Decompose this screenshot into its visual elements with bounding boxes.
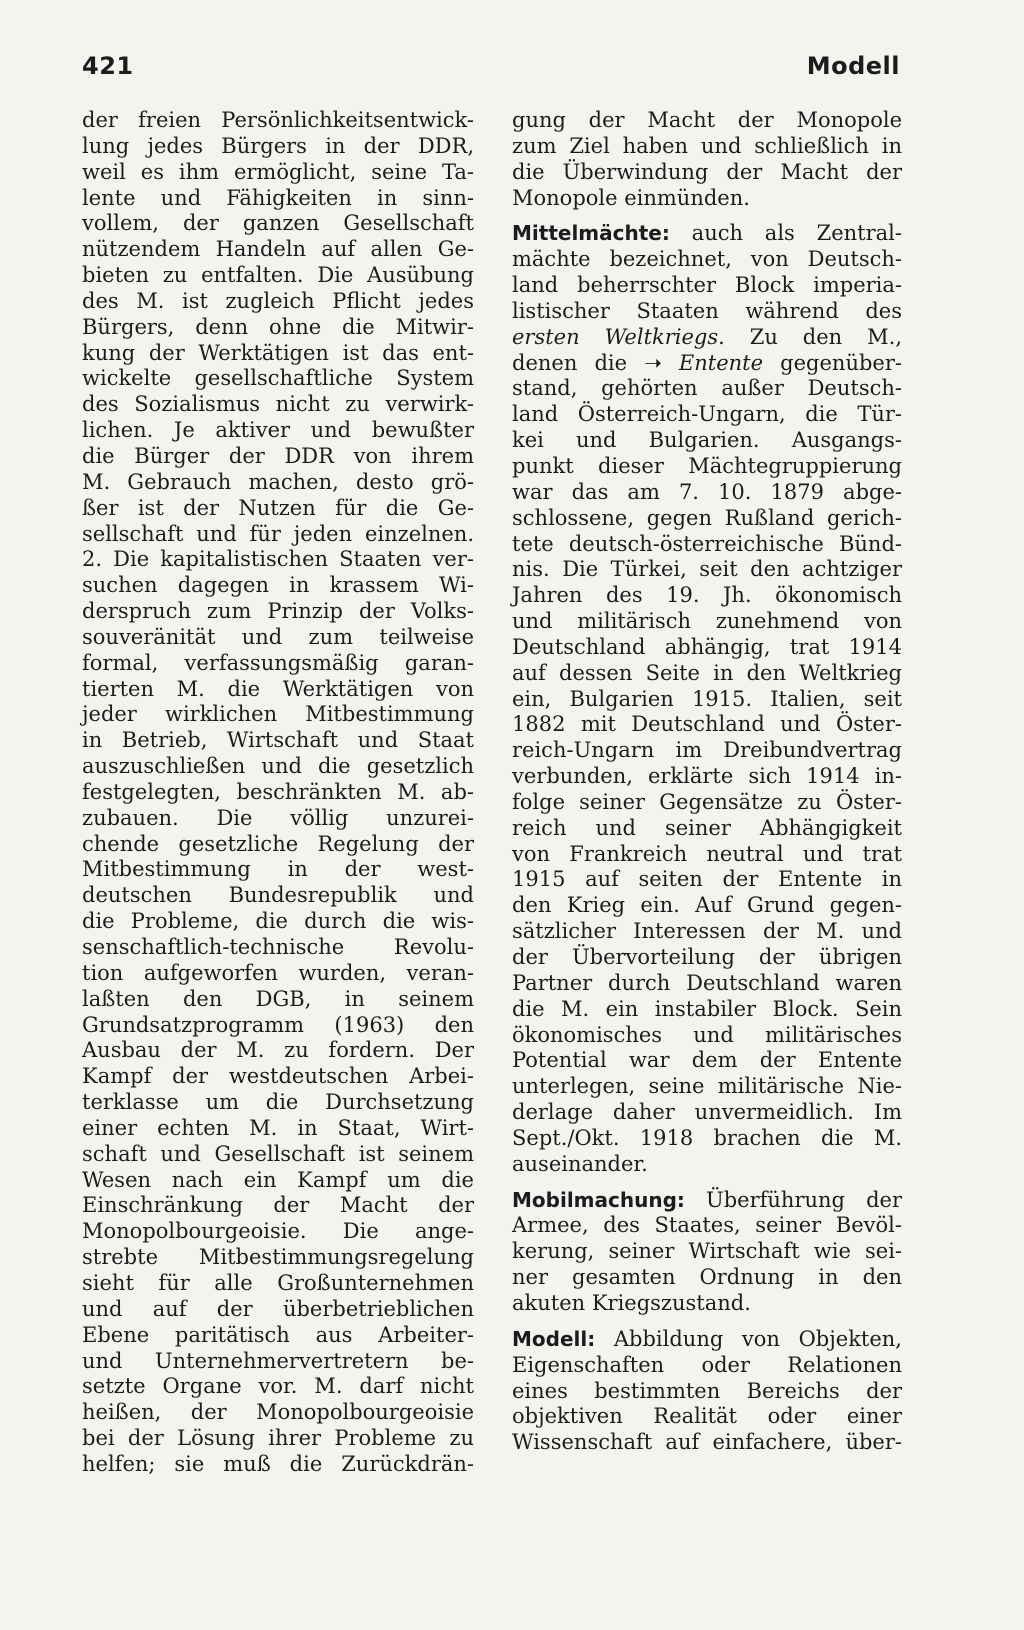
text-line: 1915 auf seiten der Entente in: [512, 867, 902, 892]
text-line: Eigenschaften oder Relationen: [512, 1352, 902, 1377]
entry-line-ref: denen die ➝ Entente gegenüber-: [512, 350, 902, 375]
text-line: senschaftlich-technische Revolu-: [82, 935, 474, 959]
text-line: kei und Bulgarien. Ausgangs-: [512, 428, 902, 453]
text-line: derlage daher unvermeidlich. Im: [512, 1100, 902, 1125]
text-line: strebte Mitbestimmungsregelung: [82, 1245, 474, 1270]
text-line: laßten den DGB, in seinem: [82, 986, 474, 1011]
text-line: der freien Persönlichkeitsentwick-: [82, 108, 474, 132]
text-line: helfen; sie muß die Zurückdrän-: [82, 1451, 474, 1476]
text-line: Armee, des Staates, seiner Bevöl-: [512, 1213, 902, 1238]
text-line: Einschränkung der Macht der: [82, 1193, 474, 1218]
text-line: auszuschließen und die gesetzlich: [82, 754, 474, 779]
text-line: den Krieg ein. Auf Grund gegen-: [512, 893, 902, 918]
text-line: chende gesetzliche Regelung der: [82, 831, 474, 856]
text-line: Deutschland abhängig, trat 1914: [512, 634, 902, 659]
text-line: tion aufgeworfen wurden, veran-: [82, 960, 474, 985]
text-line: Ausbau der M. zu fordern. Der: [82, 1038, 474, 1063]
text-line: Kampf der westdeutschen Arbei-: [82, 1064, 474, 1089]
text-line: gung der Macht der Monopole: [512, 108, 902, 132]
text-line: der Übervorteilung der übrigen: [512, 945, 902, 969]
right-column: [512, 108, 902, 1456]
text-line: sellschaft und für jeden einzelnen.: [82, 521, 474, 546]
text-line: deutschen Bundesrepublik und: [82, 883, 474, 908]
text-line: die Bürger der DDR von ihrem: [82, 443, 474, 468]
text-line: war das am 7. 10. 1879 abge-: [512, 479, 902, 504]
text-line: listischer Staaten während des: [512, 298, 902, 323]
continuation-paragraph: [512, 108, 902, 211]
text-line: zubauen. Die völlig unzurei-: [82, 805, 474, 830]
entry-text: [512, 376, 902, 1177]
text-line: Potential war dem der Entente: [512, 1048, 902, 1073]
text-line: suchen dagegen in krassem Wi-: [82, 573, 474, 598]
text-line: land Österreich-Ungarn, die Tür-: [512, 402, 902, 427]
text-line: M. Gebrauch machen, desto grö-: [82, 469, 474, 494]
entry-modell: [512, 1327, 902, 1456]
text-line: objektiven Realität oder einer: [512, 1404, 902, 1429]
entry-text: [512, 247, 902, 325]
text-line: vollem, der ganzen Gesellschaft: [82, 211, 474, 236]
text-line: Ebene paritätisch aus Arbeiter-: [82, 1322, 474, 1347]
text-line: souveränität und zum teilweise: [82, 624, 474, 649]
text-line: tierten M. die Werktätigen von: [82, 676, 474, 701]
text-line: lente und Fähigkeiten in sinn-: [82, 185, 474, 210]
text-line: wickelte gesellschaftliche System: [82, 366, 474, 391]
text-line: Wesen nach ein Kampf um die: [82, 1167, 474, 1192]
text-line: ßer ist der Nutzen für die Ge-: [82, 495, 474, 520]
entry-term: Mobilmachung:: [512, 1187, 685, 1212]
entry-first-line: Mobilmachung: Überführung der: [512, 1187, 902, 1212]
text-line: sieht für alle Großunternehmen: [82, 1270, 474, 1295]
text-line: in Betrieb, Wirtschaft und Staat: [82, 728, 474, 753]
text-line: kung der Werktätigen ist das ent-: [82, 340, 474, 365]
text-line: eines bestimmten Bereichs der: [512, 1378, 902, 1403]
text-line: bieten zu entfalten. Die Ausübung: [82, 263, 474, 288]
text-line: unterlegen, seine militärische Nie-: [512, 1074, 902, 1099]
text-line: Bürgers, denn ohne die Mitwir-: [82, 314, 474, 339]
arrow-icon: ➝: [644, 350, 662, 375]
text-line: des Sozialismus nicht zu verwirk-: [82, 392, 474, 417]
text-line: akuten Kriegszustand.: [512, 1290, 751, 1315]
entry-line-ref: ersten Weltkriegs. Zu den M.,: [512, 324, 902, 349]
text-line: Monopole einmünden.: [512, 185, 750, 210]
text-line: derspruch zum Prinzip der Volks-: [82, 599, 474, 624]
text-line: auseinander.: [512, 1151, 648, 1176]
running-header: Modell: [806, 52, 900, 80]
text-line: ner gesamten Ordnung in den: [512, 1265, 902, 1290]
text-line: Grundsatzprogramm (1963) den: [82, 1012, 474, 1037]
text-line: einer echten M. in Staat, Wirt-: [82, 1115, 474, 1140]
entry-term: Mittelmächte:: [512, 221, 670, 246]
text-line: schaft und Gesellschaft ist seinem: [82, 1141, 474, 1166]
text-line: punkt dieser Mächtegruppierung: [512, 453, 902, 478]
entry-text: [512, 1353, 902, 1456]
text-line: setzte Organe vor. M. darf nicht: [82, 1374, 474, 1399]
text-line: die M. ein instabiler Block. Sein: [512, 996, 902, 1021]
text-line: lichen. Je aktiver und bewußter: [82, 418, 474, 443]
text-line: die Probleme, die durch die wis-: [82, 909, 474, 934]
text-line: sätzlicher Interessen der M. und: [512, 919, 902, 944]
text-line: nis. Die Türkei, seit den achtziger: [512, 557, 902, 582]
text-line: reich und seiner Abhängigkeit: [512, 815, 902, 840]
entry-mittelmaechte: [512, 221, 902, 1177]
text-line: heißen, der Monopolbourgeoisie: [82, 1400, 474, 1425]
text-line: verbunden, erklärte sich 1914 in-: [512, 764, 902, 789]
entry-mobilmachung: [512, 1188, 902, 1317]
text-line: festgelegten, beschränkten M. ab-: [82, 779, 474, 804]
text-line: formal, verfassungsmäßig garan-: [82, 650, 474, 675]
text-line: tete deutsch-österreichische Bünd-: [512, 531, 902, 556]
text-line: und Unternehmervertretern be-: [82, 1348, 474, 1373]
text-line: land beherrschter Block imperia-: [512, 273, 902, 298]
text-line: die Überwindung der Macht der: [512, 159, 902, 184]
text-line: terklasse um die Durchsetzung: [82, 1090, 474, 1115]
text-line: Monopolbourgeoisie. Die ange-: [82, 1219, 474, 1244]
text-line: lung jedes Bürgers in der DDR,: [82, 133, 474, 158]
text-line: auf dessen Seite in den Weltkrieg: [512, 660, 902, 685]
text-line: stand, gehörten außer Deutsch-: [512, 376, 902, 401]
entry-first-line: Mittelmächte: auch als Zentral-: [512, 221, 902, 246]
text-line: Sept./Okt. 1918 brachen die M.: [512, 1125, 902, 1150]
text-line: bei der Lösung ihrer Probleme zu: [82, 1426, 474, 1451]
text-line: schlossene, gegen Rußland gerich-: [512, 505, 902, 530]
text-line: nützendem Handeln auf allen Ge-: [82, 237, 474, 262]
text-line: Wissenschaft auf einfachere, über-: [512, 1430, 902, 1455]
text-line: mächte bezeichnet, von Deutsch-: [512, 247, 902, 272]
text-line: Jahren des 19. Jh. ökonomisch: [512, 583, 902, 608]
text-line: reich-Ungarn im Dreibundvertrag: [512, 738, 902, 763]
text-line: und militärisch zunehmend von: [512, 609, 902, 634]
text-line: von Frankreich neutral und trat: [512, 841, 902, 866]
text-line: ökonomisches und militärisches: [512, 1022, 902, 1047]
text-line: Partner durch Deutschland waren: [512, 970, 902, 995]
page-number: 421: [82, 52, 134, 80]
text-line: jeder wirklichen Mitbestimmung: [82, 702, 474, 727]
cross-reference-link[interactable]: Entente: [678, 350, 764, 375]
text-line: weil es ihm ermöglicht, seine Ta-: [82, 159, 474, 184]
entry-first-line: Modell: Abbildung von Objekten,: [512, 1326, 902, 1351]
left-column: [82, 108, 474, 1478]
text-line: 2. Die kapitalistischen Staaten ver-: [82, 547, 474, 572]
text-line: ein, Bulgarien 1915. Italien, seit: [512, 686, 902, 711]
text-line: kerung, seiner Wirtschaft wie sei-: [512, 1239, 902, 1264]
entry-text: [512, 1213, 902, 1316]
entry-term: Modell:: [512, 1326, 596, 1351]
text-line: folge seiner Gegensätze zu Öster-: [512, 789, 902, 814]
text-line: und auf der überbetrieblichen: [82, 1296, 474, 1321]
text-line: Mitbestimmung in der west-: [82, 857, 474, 882]
cross-reference-link[interactable]: ersten Weltkriegs.: [512, 324, 725, 349]
text-line: 1882 mit Deutschland und Öster-: [512, 712, 902, 737]
text-line: des M. ist zugleich Pflicht jedes: [82, 288, 474, 313]
text-line: zum Ziel haben und schließlich in: [512, 133, 902, 158]
